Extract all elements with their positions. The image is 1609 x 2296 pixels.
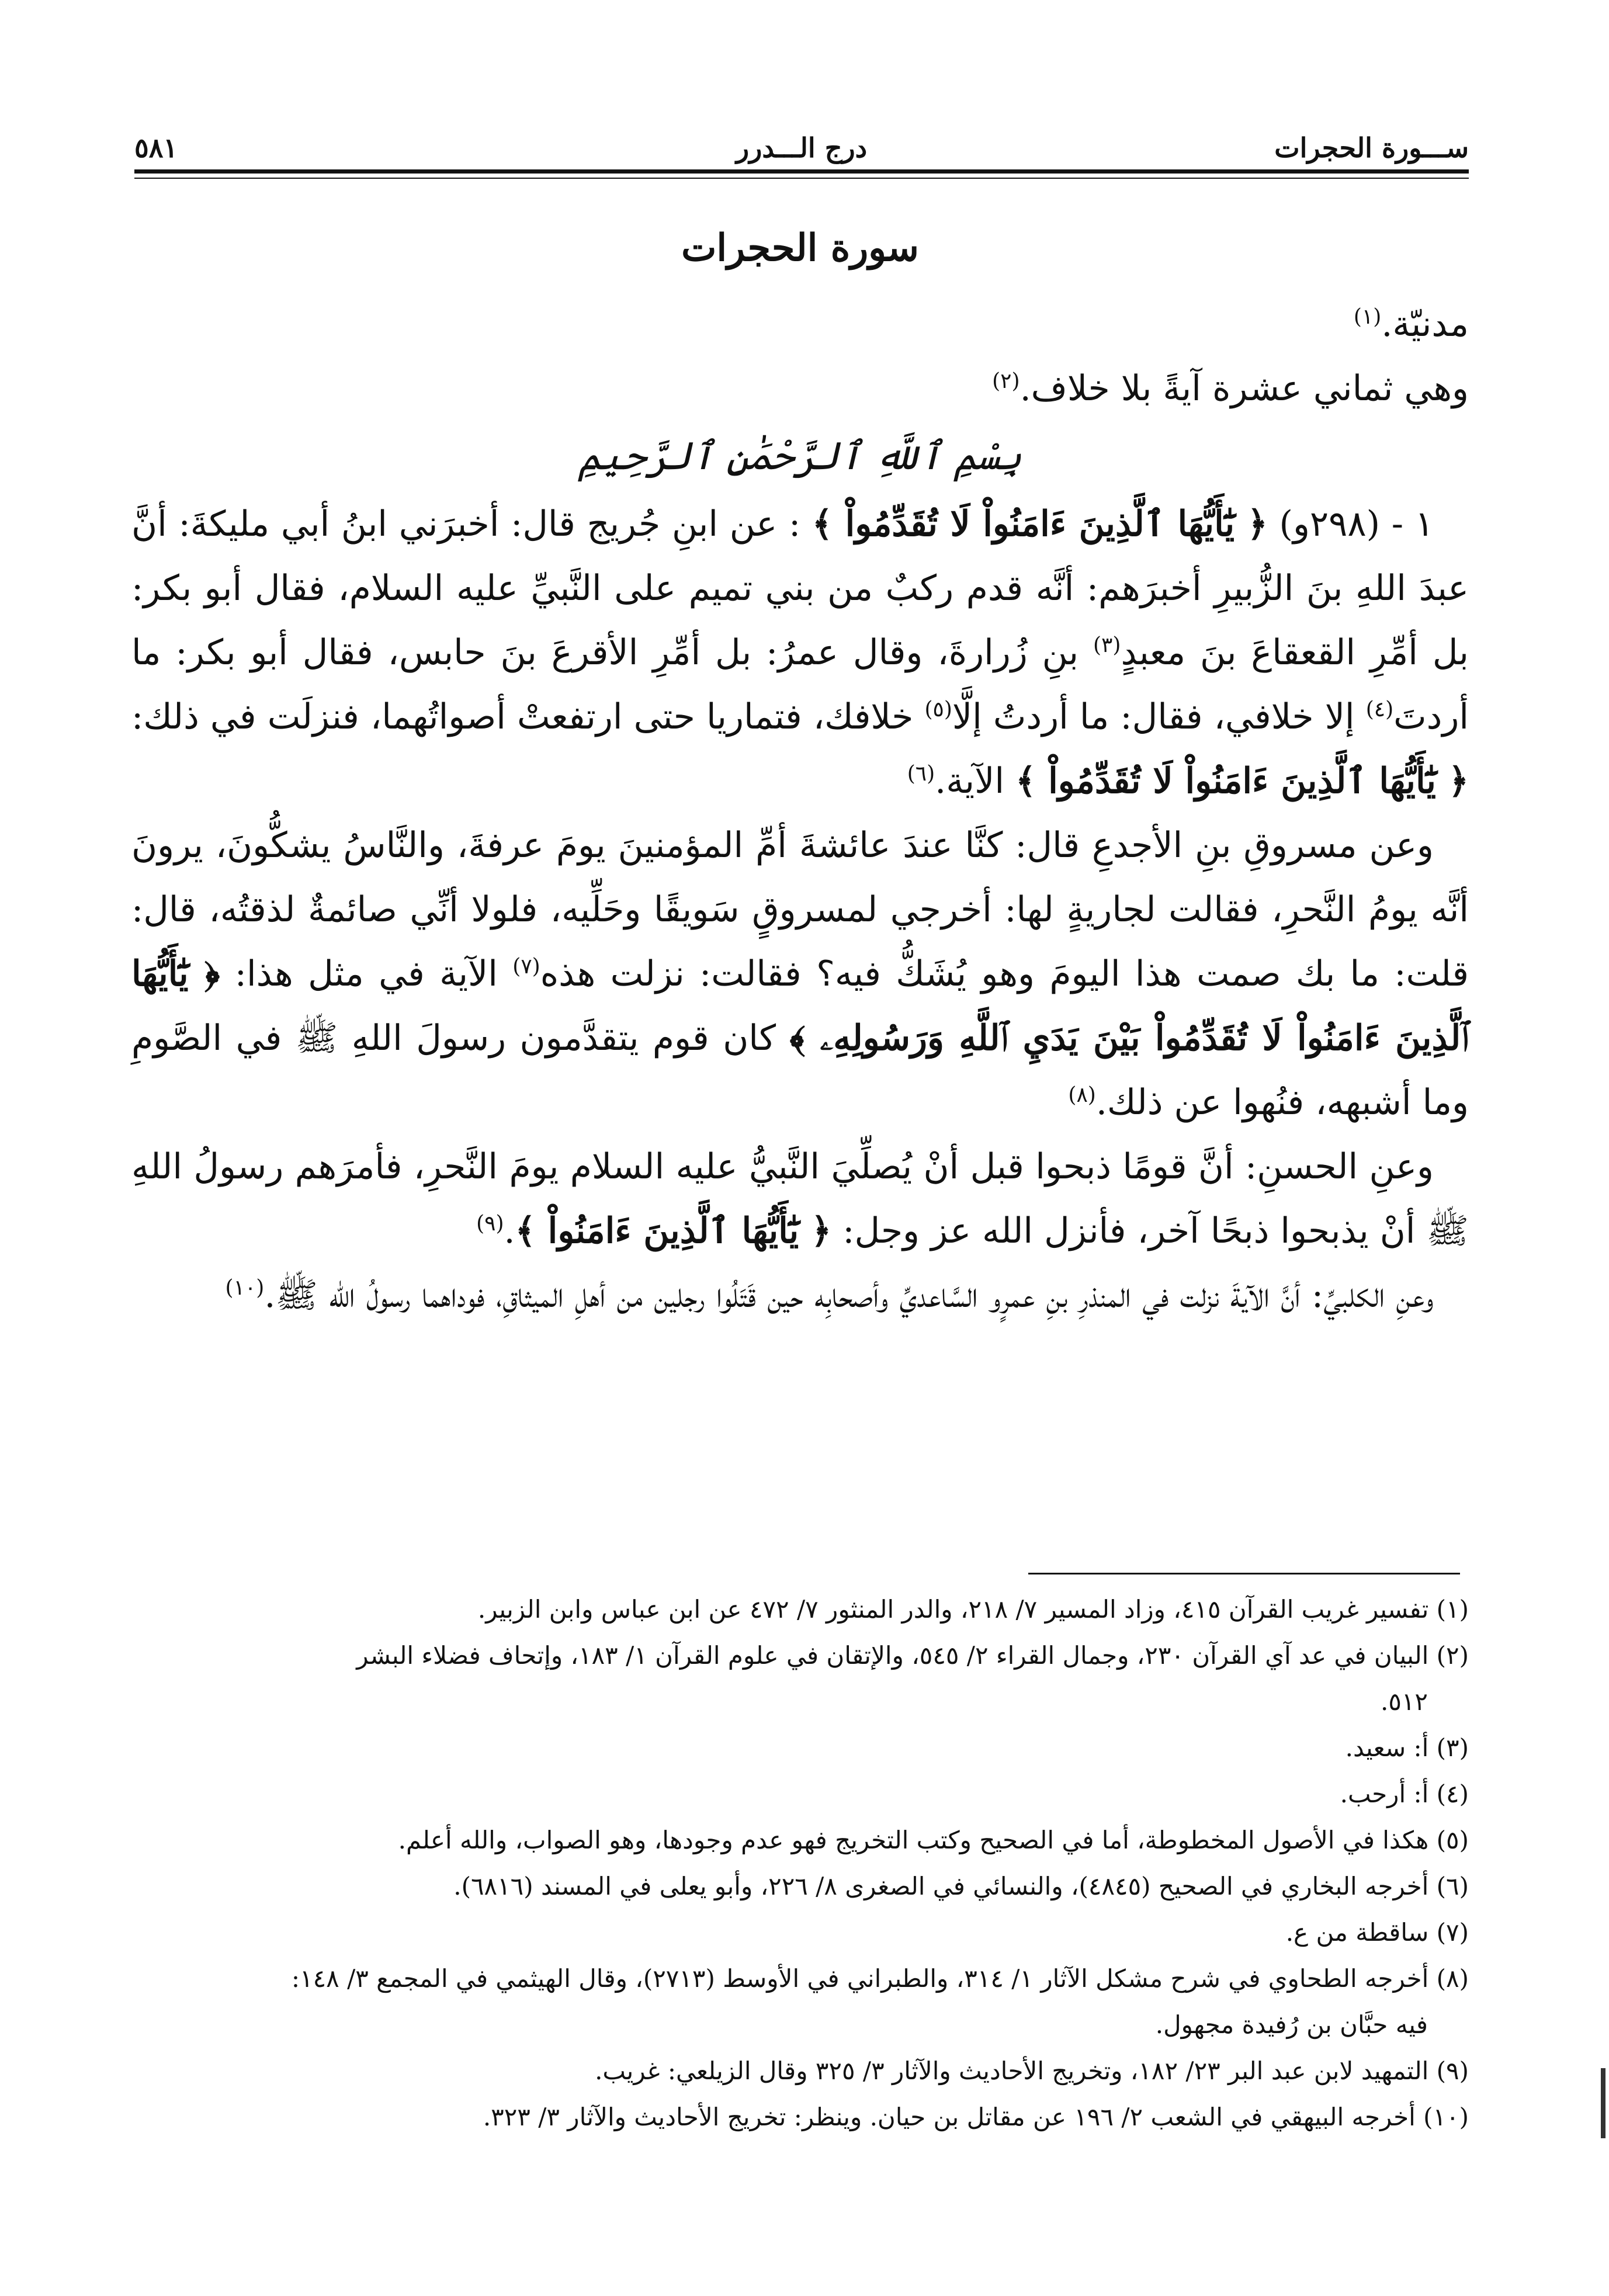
footnote-8: (٨) أخرجه الطحاوي في شرح مشكل الآثار ١/ ٣١٤، والطبراني في الأوسط (٢٧١٣)، وقال الهيثمي في المجمع ٣/ ١٤٨: bbox=[291, 1964, 1469, 1993]
footnote-separator bbox=[1028, 1573, 1460, 1574]
main-text bbox=[131, 216, 1469, 1327]
footnote-ref: (٧) bbox=[512, 955, 540, 979]
surah-running-title: ســـورة الحجرات bbox=[1274, 132, 1469, 164]
quran-quote: ﴿ يَٰٓأَيُّهَا ٱلَّذِينَ ءَامَنُواْ ﴾ bbox=[515, 1211, 832, 1251]
footnote-8-continued: فيه حبَّان بن رُفيدة مجهول. bbox=[1155, 2010, 1428, 2039]
page-number: ٥٨١ bbox=[134, 132, 178, 164]
quran-quote: ﴿ يَٰٓأَيُّهَا ٱلَّذِينَ ءَامَنُواْ لَا تُقَدِّمُواْ بَيْنَ يَدَيِ ٱللَّهِ وَرَسُولِهِۦ ﴾ bbox=[131, 953, 1469, 1059]
footnote-9: (٩) التمهيد لابن عبد البر ٢٣/ ١٨٢، وتخريج الأحاديث والآثار ٣/ ٣٢٥ وقال الزيلعي: غريب. bbox=[595, 2056, 1469, 2085]
quran-quote: ﴿ يَٰٓأَيُّهَا ٱلَّذِينَ ءَامَنُواْ لَا تُقَدِّمُواْ ﴾ bbox=[1015, 761, 1469, 802]
madaniyya-line: مدنيّة.$^{(١)}$ bbox=[1353, 304, 1469, 345]
footnotes bbox=[129, 1586, 1469, 2140]
footnote-ref: (٨) bbox=[1068, 1083, 1096, 1107]
verse-count-line: وهي ثماني عشرة آيةً بلا خلاف.$^{(٢)}$ bbox=[992, 368, 1469, 409]
footnote-6: (٦) أخرجه البخاري في الصحيح (٤٨٤٥)، والنسائي في الصغرى ٨/ ٢٢٦، وأبو يعلى في المسند (٦٨١٦). bbox=[453, 1872, 1469, 1900]
footnote-2: (٢) البيان في عد آي القرآن ٢٣٠، وجمال القراء ٢/ ٥٤٥، والإتقان في علوم القرآن ١/ ١٨٣، وإتحاف فضلاء البشر bbox=[356, 1641, 1469, 1670]
footnote-ref: (٦) bbox=[907, 762, 935, 786]
footnote-ref: (٢) bbox=[992, 369, 1020, 393]
paragraph-3: وعنِ الحسنِ: أنَّ قومًا ذبحوا قبل أنْ يُصلِّيَ النَّبيُّ عليه السلام يومَ النَّحرِ، فأمرَهم رسولُ اللهِ ﷺ أنْ يذبحوا ذبحًا آخر، فأنزل الله عز وجل: ﴿ يَٰٓأَيُّهَا ٱلَّذِينَ ءَامَنُواْ ﴾.$^{(٩)}$ bbox=[131, 1146, 1469, 1251]
footnote-ref: (٣) bbox=[1093, 633, 1121, 657]
footnote-ref: (١) bbox=[1353, 305, 1382, 329]
footnote-ref: (٩) bbox=[476, 1212, 504, 1236]
surah-title: سورة الحجرات bbox=[681, 226, 919, 270]
footnote-ref: (٤) bbox=[1365, 698, 1394, 722]
footnote-2-continued: ٥١٢. bbox=[1380, 1687, 1428, 1716]
scan-edge-mark bbox=[1601, 2068, 1605, 2138]
footnote-10: (١٠) أخرجه البيهقي في الشعب ٢/ ١٩٦ عن مقاتل بن حيان. وينظر: تخريج الأحاديث والآثار ٣/ ٣٢٣. bbox=[483, 2103, 1469, 2131]
footnote-ref: (٥) bbox=[924, 698, 952, 722]
running-header bbox=[134, 111, 1469, 164]
paragraph-4: وعنِ الكلبيِّ: أنَّ الآيةَ نزلت في المنذرِ بنِ عمرٍو السَّاعديِّ وأصحابِه حين قَتَلُوا رجلين من أهلِ الميثاقِ، فوداهما رسولُ الله ﷺ.$^{(١٠)}$ bbox=[225, 1275, 1434, 1316]
footnote-7: (٧) ساقطة من ع. bbox=[1285, 1918, 1469, 1947]
header-rule-thin bbox=[134, 178, 1469, 179]
footnote-5: (٥) هكذا في الأصول المخطوطة، أما في الصحيح وكتب التخريج فهو عدم وجودها، وهو الصواب، والله أعلم. bbox=[398, 1826, 1469, 1854]
header-rule-thick bbox=[134, 169, 1469, 174]
basmala: بِسْمِ ٱللَّهِ ٱلرَّحْمَٰنِ ٱلرَّحِيمِ bbox=[578, 433, 1022, 478]
quran-quote: ﴿ يَٰٓأَيُّهَا ٱلَّذِينَ ءَامَنُواْ لَا تُقَدِّمُواْ ﴾ bbox=[812, 504, 1268, 544]
paragraph-2: وعن مسروقِ بنِ الأجدعِ قال: كنَّا عندَ عائشةَ أمِّ المؤمنينَ يومَ عرفةَ، والنَّاسُ يشكُّونَ، يرونَ أنَّه يومُ النَّحرِ، فقالت لجاريةٍ لها: أخرجي لمسروقٍ سَويقًا وحَلِّيه، فلولا أنِّي صائمةٌ لذقتُه، قال: قلت: ما بك صمت هذا اليومَ وهو يُشَكُّ فيه؟ فقالت: نزلت هذه$^{(٧)}$ الآية في مثل هذا: ﴿ يَٰٓأَيُّهَا ٱلَّذِينَ ءَامَنُواْ لَا تُقَدِّمُواْ بَيْنَ يَدَيِ ٱللَّهِ وَرَسُولِهِۦ ﴾ كان قوم يتقدَّمون رسولَ اللهِ ﷺ في الصَّومِ وما أشبهه، فنُهوا عن ذلك.$^{(٨)}$ bbox=[131, 825, 1469, 1123]
book-title: درج الـــدرر bbox=[736, 132, 868, 164]
paragraph-1: ١ - (٢٩٨و) ﴿ يَٰٓأَيُّهَا ٱلَّذِينَ ءَامَنُواْ لَا تُقَدِّمُواْ ﴾ : عن ابنِ جُريج قال: أخبرَني ابنُ أبي مليكةَ: أنَّ عبدَ اللهِ بنَ الزُّبيرِ أخبرَهم: أنَّه قدم ركبٌ من بني تميم على النَّبيِّ عليه السلام، فقال أبو بكر: بل أمِّرِ القعقاعَ بنَ معبدٍ$^{(٣)}$ بنِ زُرارةَ، وقال عمرُ: بل أمِّرِ الأقرعَ بنَ حابس، فقال أبو بكر: ما أردتَ$^{(٤)}$ إلا خلافي، فقال: ما أردتُ إلَّا$^{(٥)}$ خلافك، فتماريا حتى ارتفعتْ أصواتُهما، فنزلَت في ذلك: ﴿ يَٰٓأَيُّهَا ٱلَّذِينَ ءَامَنُواْ لَا تُقَدِّمُواْ ﴾ الآية.$^{(٦)}$ bbox=[131, 504, 1469, 802]
footnote-ref: (١٠) bbox=[225, 1276, 265, 1300]
footnote-1: (١) تفسير غريب القرآن ٤١٥، وزاد المسير ٧/ ٢١٨، والدر المنثور ٧/ ٤٧٢ عن ابن عباس وابن الزبير. bbox=[477, 1595, 1469, 1624]
footnote-4: (٤) أ: أرحب. bbox=[1340, 1780, 1469, 1808]
footnote-3: (٣) أ: سعيد. bbox=[1345, 1733, 1469, 1762]
